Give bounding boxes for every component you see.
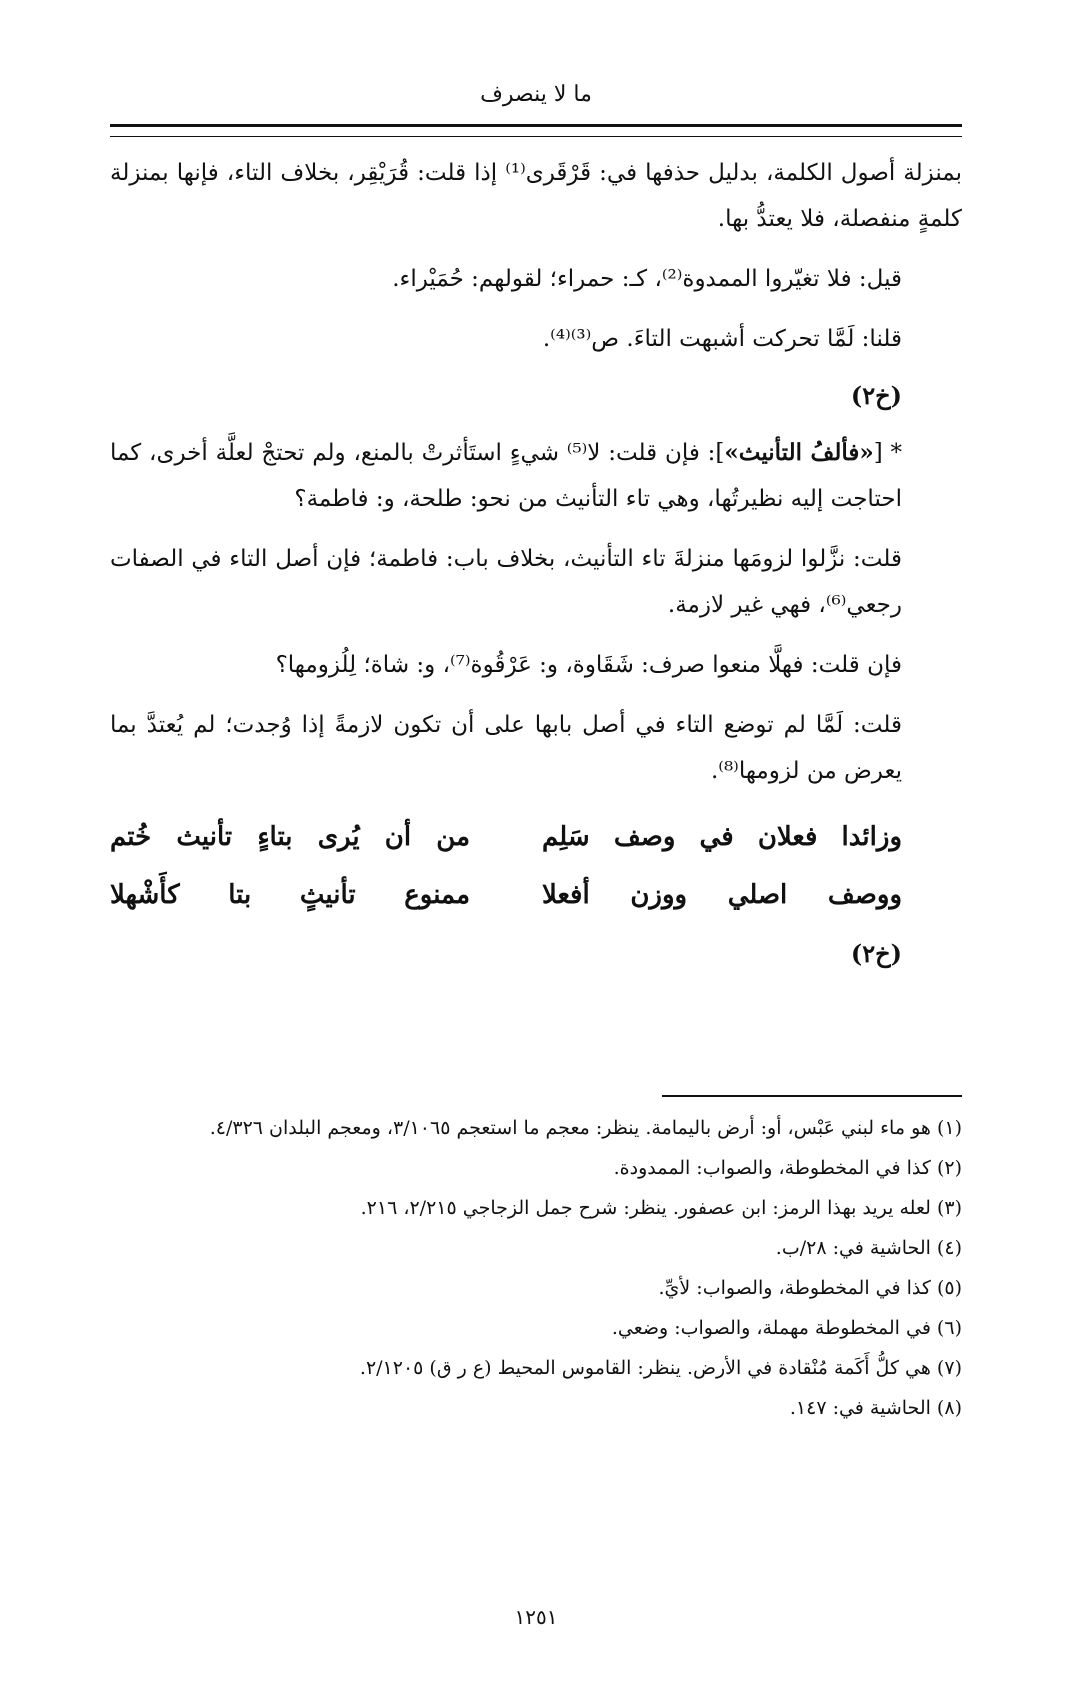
manuscript-mark-2: (خ٢) [850,939,902,968]
verse-1-first-hemistich: وزائدا فعلان في وصف سَلِم [542,822,902,852]
verse-2-first-hemistich: ووصف اصلي ووزن أفعلا [542,880,902,910]
verse-1 [110,808,962,866]
paragraph-7: قلت: لَمَّا لم توضع التاء في أصل بابها على أن تكون لازمةً إذا وُجدت؛ لم يُعتدَّ بما يعرض من لزومها⁽⁸⁾. [110,712,902,784]
manuscript-mark-1: (خ٢) [850,381,902,410]
paragraph-4 [110,430,962,522]
poem [110,808,962,974]
paragraph-4-text: ]: فإن قلت: لا⁽⁵⁾ شيءٍ استَأثرتْ بالمنع، ولم تحتجْ لعلَّة أخرى، كما احتاجت إليه نظيرتُها، وهي تاء التأنيث من نحو: طلحة، و: فاطمة؟ [110,440,902,512]
footnote-5: (٥) كذا في المخطوطة، والصواب: لأيِّ. [658,1277,962,1299]
verse-2-second-hemistich: ممنوع تأنيثٍ بتا كأَشْهلا [110,880,470,910]
paragraph-3: قلنا: لَمَّا تحركت أشبهت التاءَ. ص⁽³⁾⁽⁴⁾. [542,326,902,352]
running-header: ما لا ينصرف [480,82,592,107]
footnote-separator [662,1095,962,1097]
paragraph-6: فإن قلت: فهلَّا منعوا صرف: شَقَاوة، و: عَرْقُوة⁽⁷⁾، و: شاة؛ لِلُزومها؟ [275,652,902,678]
footnote-4: (٤) الحاشية في: ٢٨/ب. [775,1237,962,1259]
verse-2 [110,866,962,924]
footnote-3: (٣) لعله يريد بهذا الرمز: ابن عصفور. ينظر: شرح جمل الزجاجي ٢/٢١٥، ٢١٦. [360,1197,962,1219]
header-rule-thin [110,136,962,137]
header-rule-thick [110,124,962,127]
paragraph-4-heading: «فألفُ التأنيث» [724,439,874,466]
verse-1-second-hemistich: من أن يُرى بتاءٍ تأنيث خُتم [110,822,470,852]
paragraph-4-star: * [ [873,440,902,466]
footnote-6: (٦) في المخطوطة مهملة، والصواب: وضعي. [611,1317,962,1339]
paragraph-1: بمنزلة أصول الكلمة، بدليل حذفها في: قَرْقَرى⁽¹⁾ إذا قلت: قُرَيْقِر، بخلاف التاء، فإنها بمنزلة كلمةٍ منفصلة، فلا يعتدُّ بها. [110,160,962,232]
footnote-2: (٢) كذا في المخطوطة، والصواب: الممدودة. [613,1157,962,1179]
main-text [110,150,962,988]
footnote-8: (٨) الحاشية في: ١٤٧. [789,1397,962,1419]
footnote-7: (٧) هي كلُّ أَكَمة مُنْقادة في الأرض. ينظر: القاموس المحيط (ع ر ق) ٢/١٢٠٥. [359,1357,962,1379]
paragraph-5: قلت: نزَّلوا لزومَها منزلةَ تاء التأنيث، بخلاف باب: فاطمة؛ فإن أصل التاء في الصفات رجعي⁽⁶⁾، فهي غير لازمة. [110,546,902,618]
paragraph-2: قيل: فلا تغيّروا الممدوة⁽²⁾، كـ: حمراء؛ لقولهم: حُمَيْراء. [392,266,902,292]
footnotes [110,1108,962,1428]
page-number: ١٢٥١ [514,1605,558,1629]
footnote-1: (١) هو ماء لبني عَبْس، أو: أرض باليمامة. ينظر: معجم ما استعجم ٣/١٠٦٥، ومعجم البلدان ٤/٣٢٦. [209,1117,962,1139]
